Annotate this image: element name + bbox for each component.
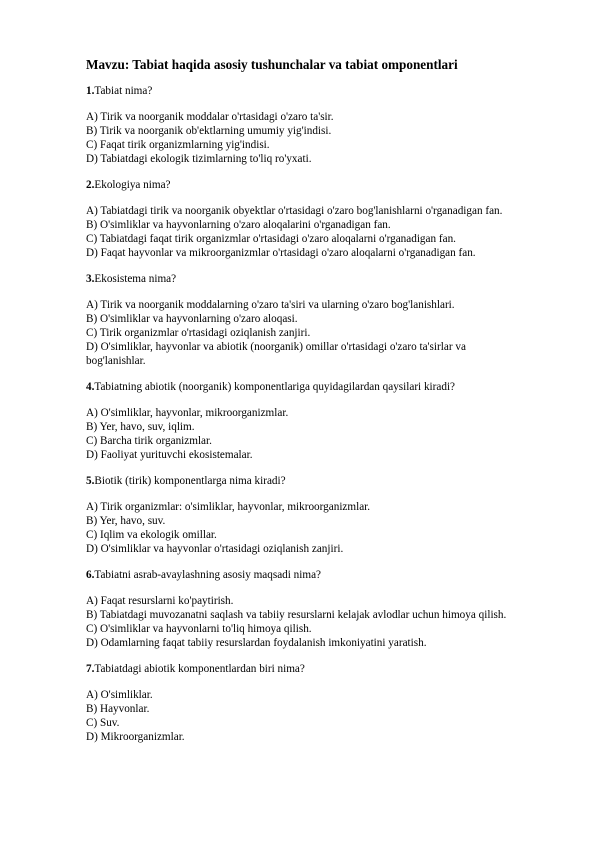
question-number: 2.: [86, 179, 95, 191]
answer-option: B) Hayvonlar.: [86, 703, 150, 715]
question-7: [86, 662, 546, 744]
question-text: [86, 84, 546, 98]
question-number: 1.: [86, 85, 95, 97]
answer-option: D) Faqat hayvonlar va mikroorganizmlar o'rtasidagi o'zaro aloqalarni o'rganadigan fan.: [86, 247, 476, 259]
question-1: [86, 84, 546, 166]
question-6: [86, 568, 546, 650]
question-label: Tabiat nima?: [94, 85, 153, 97]
answer-option: A) Tirik va noorganik moddalarning o'zaro ta'siri va ularning o'zaro bog'lanishlari.: [86, 299, 455, 311]
answer-option: B) O'simliklar va hayvonlarning o'zaro aloqalarini o'rganadigan fan.: [86, 219, 391, 231]
answer-option: C) Tirik organizmlar o'rtasidagi oziqlanish zanjiri.: [86, 327, 311, 339]
answer-option: C) Faqat tirik organizmlarning yig'indisi.: [86, 139, 270, 151]
question-text: [86, 178, 546, 192]
question-number: 3.: [86, 273, 95, 285]
question-4: [86, 380, 546, 462]
answer-option: B) Tirik va noorganik ob'ektlarning umumiy yig'indisi.: [86, 125, 332, 137]
question-number: 5.: [86, 475, 95, 487]
question-number: 7.: [86, 663, 95, 675]
question-text: [86, 474, 546, 488]
answer-option: C) Barcha tirik organizmlar.: [86, 435, 212, 447]
answer-option: D) Tabiatdagi ekologik tizimlarning to'liq ro'yxati.: [86, 153, 312, 165]
question-3: [86, 272, 546, 368]
answer-option: A) Tabiatdagi tirik va noorganik obyektlar o'rtasidagi o'zaro bog'lanishlarni o'rganadigan fan.: [86, 205, 503, 217]
answer-option: D) Odamlarning faqat tabiiy resurslardan foydalanish imkoniyatini yaratish.: [86, 637, 427, 649]
question-label: Tabiatni asrab-avaylashning asosiy maqsadi nima?: [94, 569, 322, 581]
question-text: [86, 662, 546, 676]
answer-option: D) Mikroorganizmlar.: [86, 731, 185, 743]
question-label: Ekologiya nima?: [94, 179, 171, 191]
answer-option: A) O'simliklar.: [86, 689, 153, 701]
answer-option: A) Faqat resurslarni ko'paytirish.: [86, 595, 234, 607]
answer-option: B) Yer, havo, suv, iqlim.: [86, 421, 195, 433]
question-label: Biotik (tirik) komponentlarga nima kiradi?: [94, 475, 286, 487]
answer-option: B) Yer, havo, suv.: [86, 515, 166, 527]
question-number: 4.: [86, 381, 95, 393]
document-content: [86, 57, 546, 756]
document-title: Mavzu: Tabiat haqida asosiy tushunchalar va tabiat omponentlari: [86, 57, 458, 72]
answer-option: C) Suv.: [86, 717, 120, 729]
answer-option: B) Tabiatdagi muvozanatni saqlash va tabiiy resurslarni kelajak avlodlar uchun himoya qilish.: [86, 609, 507, 621]
answer-option: C) Iqlim va ekologik omillar.: [86, 529, 217, 541]
question-label: Tabiatning abiotik (noorganik) komponentlariga quyidagilardan qaysilari kiradi?: [94, 381, 456, 393]
answer-option: B) O'simliklar va hayvonlarning o'zaro aloqasi.: [86, 313, 298, 325]
question-label: Ekosistema nima?: [94, 273, 177, 285]
question-text: [86, 272, 546, 286]
answer-option: C) O'simliklar va hayvonlarni to'liq himoya qilish.: [86, 623, 312, 635]
question-text: [86, 380, 546, 394]
question-2: [86, 178, 546, 260]
question-text: [86, 568, 546, 582]
question-5: [86, 474, 546, 556]
answer-option: A) Tirik va noorganik moddalar o'rtasidagi o'zaro ta'sir.: [86, 111, 334, 123]
answer-option: D) Faoliyat yurituvchi ekosistemalar.: [86, 449, 253, 461]
question-number: 6.: [86, 569, 95, 581]
answer-option: A) O'simliklar, hayvonlar, mikroorganizmlar.: [86, 407, 289, 419]
answer-option: D) O'simliklar, hayvonlar va abiotik (noorganik) omillar o'rtasidagi o'zaro ta'sirlar va bog'lanishlar.: [86, 341, 466, 367]
question-label: Tabiatdagi abiotik komponentlardan biri nima?: [94, 663, 305, 675]
answer-option: D) O'simliklar va hayvonlar o'rtasidagi oziqlanish zanjiri.: [86, 543, 344, 555]
answer-option: A) Tirik organizmlar: o'simliklar, hayvonlar, mikroorganizmlar.: [86, 501, 371, 513]
answer-option: C) Tabiatdagi faqat tirik organizmlar o'rtasidagi o'zaro aloqalarni o'rganadigan fan.: [86, 233, 456, 245]
